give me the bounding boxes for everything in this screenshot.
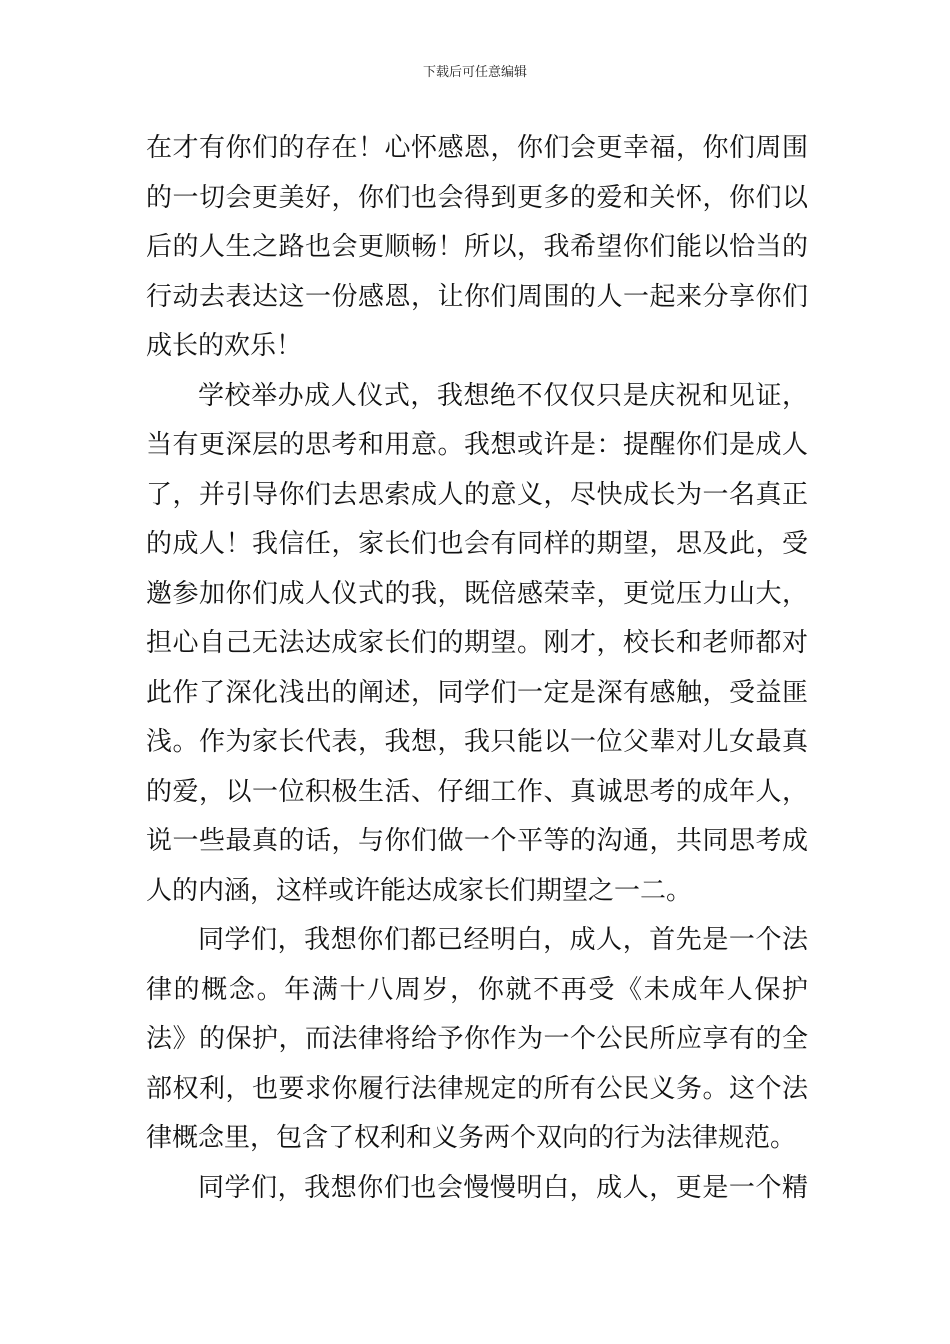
text-line: 邀参加你们成人仪式的我，既倍感荣幸，更觉压力山大，	[146, 578, 808, 609]
text-line: 成长的欢乐！	[146, 331, 303, 361]
text-line: 学校举办成人仪式，我想绝不仅仅只是庆祝和见证，	[198, 380, 808, 411]
text-line: 同学们，我想你们都已经明白，成人，首先是一个法	[198, 925, 808, 955]
text-line: 人的内涵，这样或许能达成家长们期望之一二。	[146, 875, 693, 906]
text-line: 法》的保护，而法律将给予你作为一个公民所应享有的全	[146, 1024, 808, 1054]
text-line: 部权利，也要求你履行法律规定的所有公民义务。这个法	[146, 1073, 808, 1104]
text-line: 的成人！我信任，家长们也会有同样的期望，思及此，受	[146, 529, 808, 559]
text-line: 浅。作为家长代表，我想，我只能以一位父辈对儿女最真	[146, 727, 808, 757]
page-header: 下载后可任意编辑	[422, 65, 527, 80]
text-line: 说一些最真的话，与你们做一个平等的沟通，共同思考成	[146, 826, 808, 856]
text-line: 律概念里，包含了权利和义务两个双向的行为法律规范。	[146, 1123, 797, 1153]
text-line: 此作了深化浅出的阐述，同学们一定是深有感触，受益匪	[146, 677, 808, 708]
paragraph-ceremony	[146, 372, 808, 917]
text-line: 担心自己无法达成家长们的期望。刚才，校长和老师都对	[146, 628, 808, 658]
text-line: 了，并引导你们去思索成人的意义，尽快成长为一名真正	[146, 479, 808, 510]
text-line: 的一切会更美好，你们也会得到更多的爱和关怀，你们以	[146, 182, 808, 213]
document-body	[146, 124, 808, 1213]
text-line: 当有更深层的思考和用意。我想或许是：提醒你们是成人	[146, 430, 808, 460]
paragraph-gratitude	[146, 124, 808, 372]
text-line: 的爱，以一位积极生活、仔细工作、真诚思考的成年人，	[146, 776, 808, 807]
text-line: 在才有你们的存在！心怀感恩，你们会更幸福，你们周围	[146, 133, 808, 163]
text-line: 同学们，我想你们也会慢慢明白，成人，更是一个精	[198, 1172, 808, 1203]
text-line: 律的概念。年满十八周岁，你就不再受《未成年人保护	[146, 974, 808, 1005]
paragraph-legal-concept	[146, 916, 808, 1164]
paragraph-spiritual-concept	[146, 1164, 808, 1214]
text-line: 行动去表达这一份感恩，让你们周围的人一起来分享你们	[146, 281, 808, 312]
text-line: 后的人生之路也会更顺畅！所以，我希望你们能以恰当的	[146, 232, 808, 262]
